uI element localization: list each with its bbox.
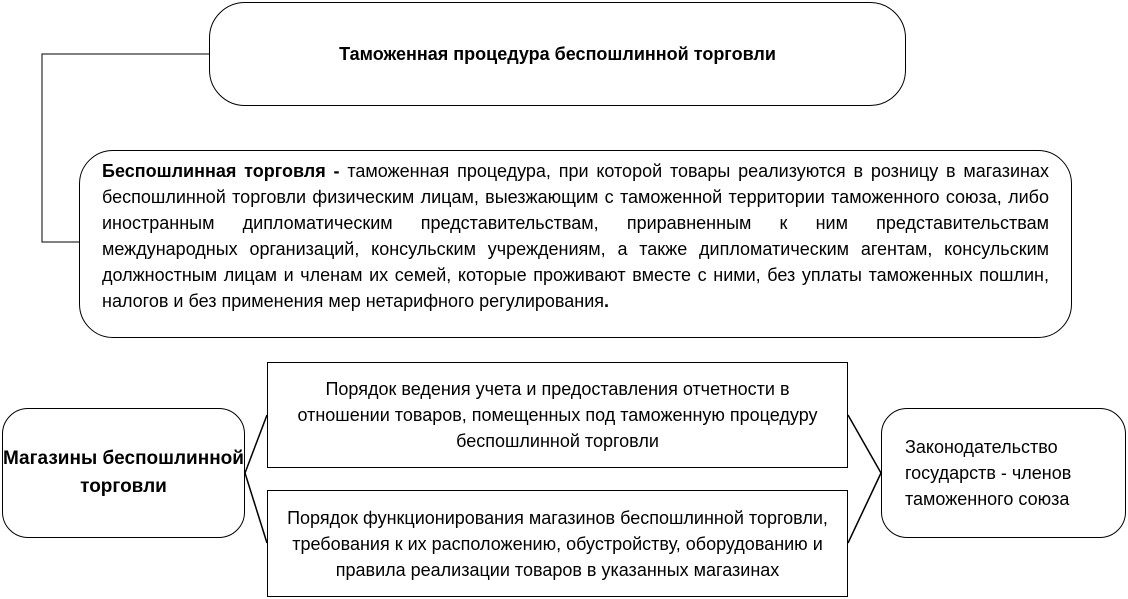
shops-label: Магазины беспошлинной торговли (3, 448, 244, 497)
diagram-title: Таможенная процедура беспошлинной торговли (339, 43, 776, 64)
definition-box (79, 150, 1072, 338)
legislation-box (881, 408, 1126, 538)
title-box (209, 2, 906, 106)
legislation-label: Законодательство государств - членов таможенного союза (905, 437, 1072, 509)
definition-text: таможенная процедура, при которой товары реализуются в розницу в магазинах беспошлинной торговли физическим лицам, выезжающим с таможенной территории таможенного союза, либо иностранным дипломатическим представительствам, приравненным к ним представительствам международных организаций, консульским учреждениям, а также дипломатическим агентам, консульским должностным лицам и членам их семей, которые проживают вместе с ними, без уплаты таможенных пошлин, налогов и без применения мер нетарифного регулирования (102, 161, 1049, 311)
shops-to-operation-connector (245, 473, 267, 543)
shops-box (2, 408, 245, 538)
definition-end: . (604, 291, 610, 311)
operation-label: Порядок функционирования магазинов беспошлинной торговли, требования к их расположению, обустройству, оборудованию и правила реализации товаров в указанных магазинах (287, 507, 828, 580)
operation-to-law-connector (848, 473, 881, 543)
accounting-to-law-connector (848, 415, 881, 473)
accounting-box (267, 362, 848, 468)
operation-box (267, 490, 848, 597)
definition-term: Беспошлинная торговля - (102, 161, 340, 181)
shops-to-accounting-connector (245, 415, 267, 473)
accounting-label: Порядок ведения учета и предоставления отчетности в отношении товаров, помещенных под таможенную процедуру беспошлинной торговли (297, 379, 818, 451)
